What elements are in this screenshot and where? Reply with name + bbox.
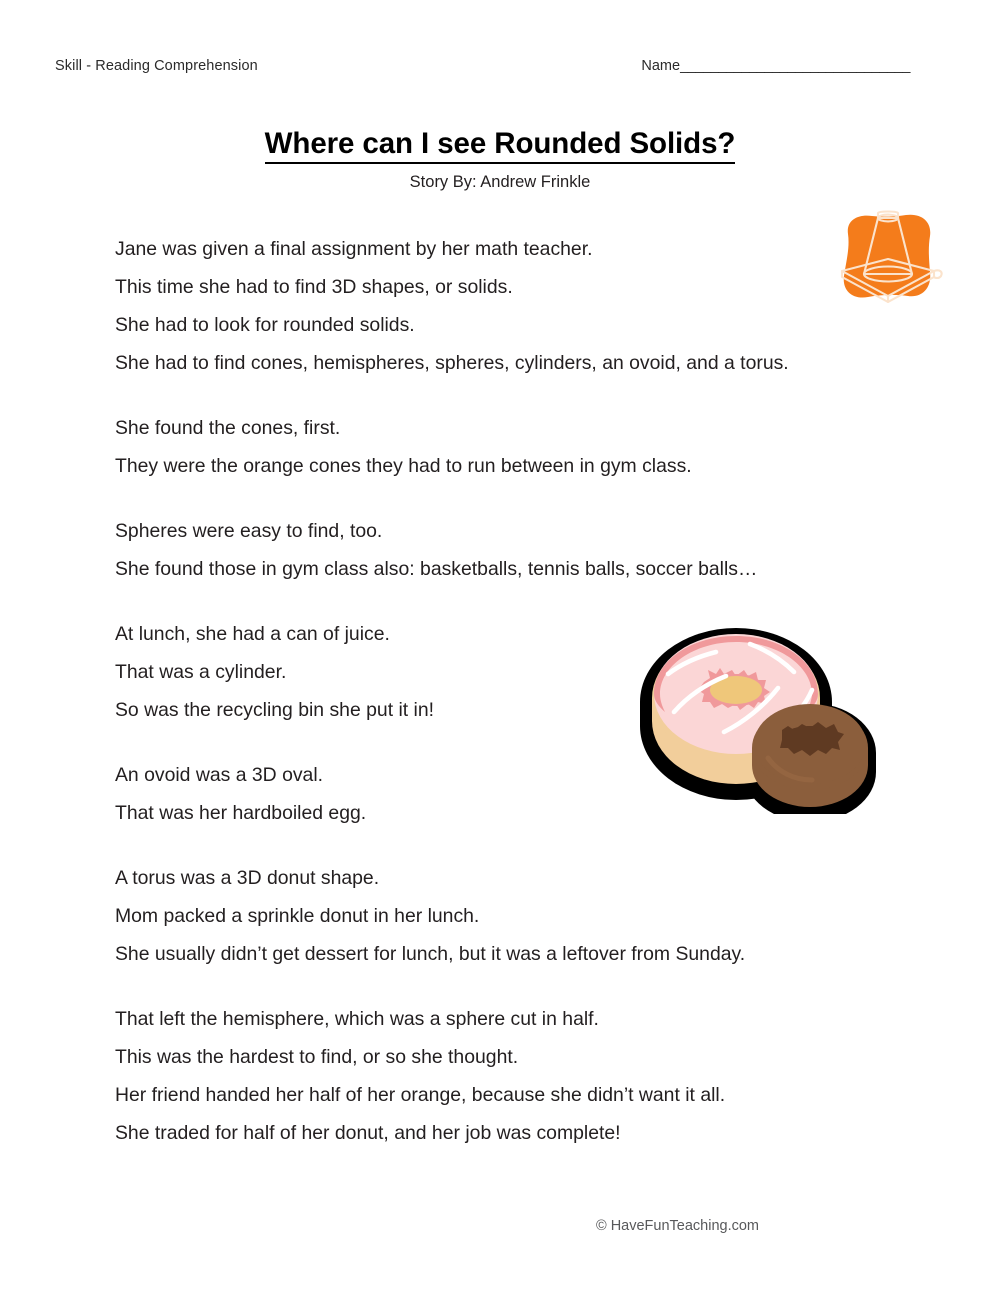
name-field[interactable] [641,58,910,74]
story-line: This time she had to find 3D shapes, or solids. [115,276,513,298]
story-line: An ovoid was a 3D oval. [115,764,324,786]
story-line: So was the recycling bin she put it in! [115,699,435,721]
story-line: That was her hardboiled egg. [115,802,367,824]
story-paragraph [115,859,915,973]
story-paragraph [115,1000,915,1152]
story-line: She had to look for rounded solids. [115,314,415,336]
story-line: That was a cylinder. [115,661,287,683]
story-line: A torus was a 3D donut shape. [115,867,380,889]
story-paragraph [115,756,915,832]
story-line: She had to find cones, hemispheres, spheres, cylinders, an ovoid, and a torus. [115,352,789,374]
page-title [0,127,1000,161]
footer [0,1218,1000,1234]
byline: Story By: Andrew Frinkle [409,173,591,191]
story-line: They were the orange cones they had to run between in gym class. [115,455,692,477]
story-line: She traded for half of her donut, and her job was complete! [115,1122,621,1144]
skill-label: Skill - Reading Comprehension [55,58,258,74]
copyright-notice: © HaveFunTeaching.com [595,1218,759,1234]
story-line: Jane was given a final assignment by her math teacher. [115,238,593,260]
name-field-rule: ______________________________ [680,58,910,74]
story-line: That left the hemisphere, which was a sphere cut in half. [115,1008,599,1030]
story-line: This was the hardest to find, or so she thought. [115,1046,519,1068]
story-body [115,230,915,1152]
story-paragraph [115,230,915,382]
story-line: Mom packed a sprinkle donut in her lunch. [115,905,480,927]
story-line: At lunch, she had a can of juice. [115,623,390,645]
story-paragraph [115,409,915,485]
story-line: She usually didn’t get dessert for lunch, but it was a leftover from Sunday. [115,943,746,965]
story-line: She found the cones, first. [115,417,341,439]
story-line: Her friend handed her half of her orange, because she didn’t want it all. [115,1084,726,1106]
story-paragraph [115,615,915,729]
name-field-label: Name [641,58,681,74]
page-title-text: Where can I see Rounded Solids? [265,127,736,164]
story-line: Spheres were easy to find, too. [115,520,383,542]
story-line: She found those in gym class also: basketballs, tennis balls, soccer balls… [115,558,758,580]
worksheet-header [55,58,952,80]
cone-base-tab [934,270,942,278]
story-paragraph [115,512,915,588]
